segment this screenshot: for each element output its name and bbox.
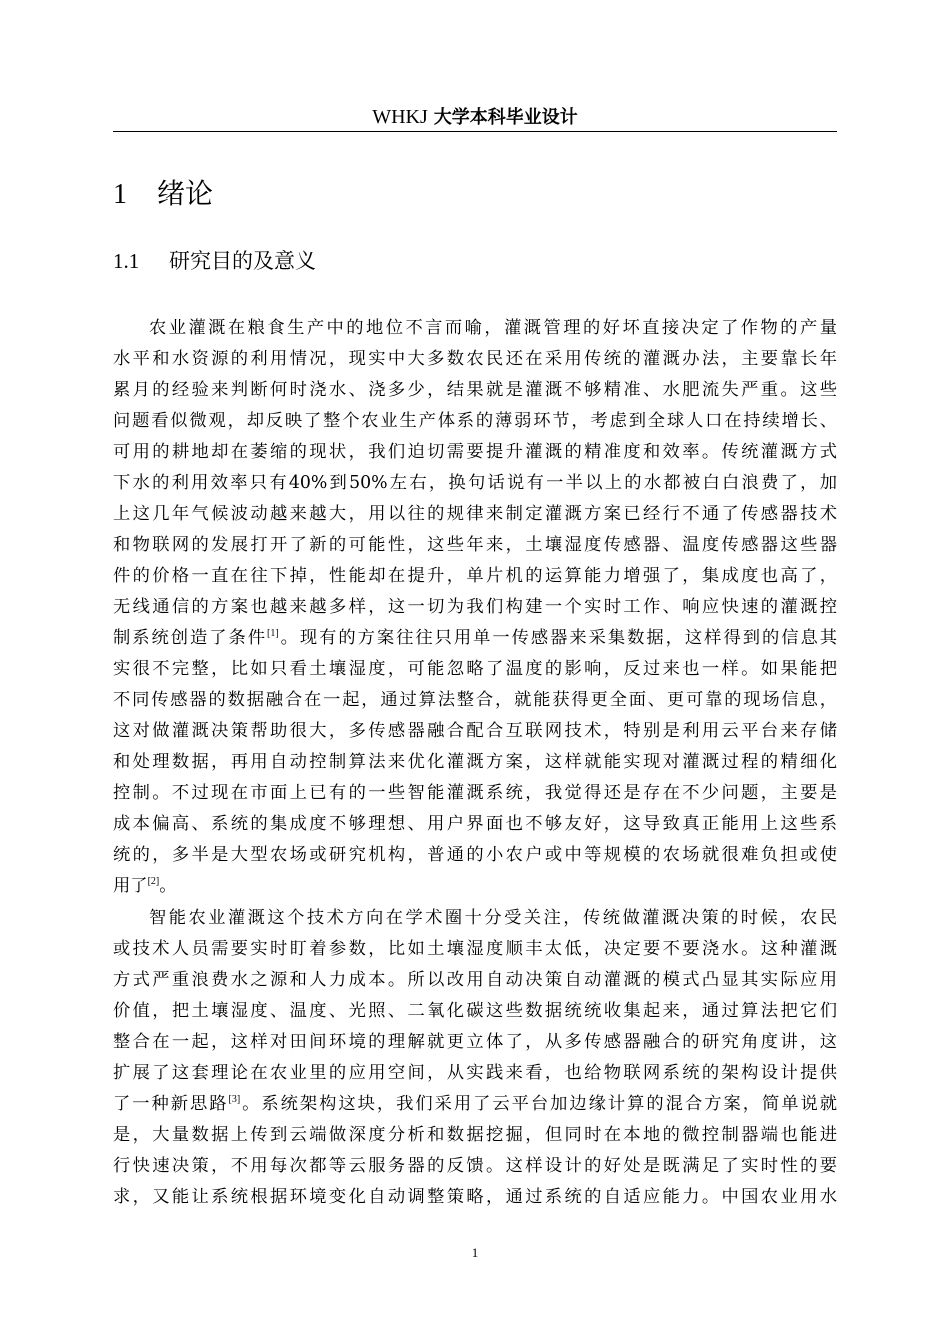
- paragraph-line: 整合在一起，这样对田间环境的理解就更立体了，从多传感器融合的研究角度讲，这: [113, 1032, 837, 1052]
- paragraph-line: 和物联网的发展打开了新的可能性，这些年来，土壤湿度传感器、温度传感器这些器: [113, 535, 837, 555]
- text-segment: 。系统架构这块，我们采用了云平台加边缘计算的混合方案，简单说就: [240, 1094, 837, 1114]
- body-text: [113, 313, 837, 1213]
- chapter-heading: [113, 172, 213, 216]
- citation-2[interactable]: [2]: [147, 876, 160, 887]
- paragraph-line: 这对做灌溉决策帮助很大，多传感器融合配合互联网技术，特别是利用云平台来存储: [113, 721, 837, 741]
- paragraph-line: 价值，把土壤湿度、温度、光照、二氧化碳这些数据统统收集起来，通过算法把它们: [113, 1001, 837, 1021]
- text-segment: 用了: [113, 876, 148, 896]
- paragraph-line: 无线通信的方案也越来越多样，这一切为我们构建一个实时工作、响应快速的灌溉控: [113, 597, 837, 617]
- paragraph-line: 可用的耕地却在萎缩的现状，我们迫切需要提升灌溉的精准度和效率。传统灌溉方式: [113, 442, 837, 462]
- chapter-title: 绪论: [157, 177, 214, 210]
- chapter-number: 1: [113, 179, 127, 210]
- text-segment: 。: [159, 876, 177, 896]
- paragraph-line: 是，大量数据上传到云端做深度分析和数据挖掘，但同时在本地的微控制器端也能进: [113, 1125, 837, 1145]
- paragraph-line: 智能农业灌溉这个技术方向在学术圈十分受关注，传统做灌溉决策的时候，农民: [149, 908, 837, 928]
- text-segment: 。现有的方案往往只用单一传感器来采集数据，这样得到的信息其: [278, 628, 837, 648]
- citation-1[interactable]: [1]: [267, 628, 279, 639]
- paragraph-line: 水平和水资源的利用情况，现实中大多数农民还在采用传统的灌溉办法，主要靠长年: [113, 349, 837, 369]
- paragraph-line: 问题看似微观，却反映了整个农业生产体系的薄弱环节，考虑到全球人口在持续增长、: [113, 411, 837, 431]
- paragraph-line: 上这几年气候波动越来越大，用以往的规律来制定灌溉方案已经行不通了传感器技术: [113, 504, 837, 524]
- header-title: 大学本科毕业设计: [433, 107, 578, 128]
- paragraph-line: 求，又能让系统根据环境变化自动调整策略，通过系统的自适应能力。中国农业用水: [113, 1187, 837, 1207]
- section-number: 1.1: [113, 249, 140, 273]
- running-header: [113, 104, 837, 130]
- paragraph-line: 成本偏高、系统的集成度不够理想、用户界面也不够友好，这导致真正能用上这些系: [113, 814, 837, 834]
- header-rule: [113, 131, 837, 132]
- section-title: 研究目的及意义: [169, 249, 316, 273]
- section-heading: [113, 244, 316, 278]
- paragraph-line: 累月的经验来判断何时浇水、浇多少，结果就是灌溉不够精准、水肥流失严重。这些: [113, 380, 837, 400]
- paragraph-line: 和处理数据，再用自动控制算法来优化灌溉方案，这样就能实现对灌溉过程的精细化: [113, 752, 837, 772]
- paragraph-line: 控制。不过现在市面上已有的一些智能灌溉系统，我觉得还是存在不少问题，主要是: [113, 783, 837, 803]
- paragraph-line: [113, 871, 837, 902]
- paragraph-line: 行快速决策，不用每次都等云服务器的反馈。这样设计的好处是既满足了实时性的要: [113, 1156, 837, 1176]
- paragraph-line: 统的，多半是大型农场或研究机构，普通的小农户或中等规模的农场就很难负担或使: [113, 845, 837, 865]
- page-number: 1: [471, 1245, 479, 1260]
- paragraph-line: 下水的利用效率只有40%到50%左右，换句话说有一半以上的水都被白白浪费了，加: [113, 473, 837, 493]
- text-segment: 制系统创造了条件: [113, 628, 268, 648]
- citation-3[interactable]: [3]: [228, 1094, 241, 1105]
- paragraph-line: 实很不完整，比如只看土壤湿度，可能忽略了温度的影响，反过来也一样。如果能把: [113, 659, 837, 679]
- paragraph-line: 扩展了这套理论在农业里的应用空间，从实践来看，也给物联网系统的架构设计提供: [113, 1063, 837, 1083]
- paragraph-line: 或技术人员需要实时盯着参数，比如土壤湿度顺丰太低，决定要不要浇水。这种灌溉: [113, 939, 837, 959]
- paragraph-line: 不同传感器的数据融合在一起，通过算法整合，就能获得更全面、更可靠的现场信息，: [113, 690, 837, 710]
- paragraph-line: 方式严重浪费水之源和人力成本。所以改用自动决策自动灌溉的模式凸显其实际应用: [113, 970, 837, 990]
- paragraph-line: 农业灌溉在粮食生产中的地位不言而喻，灌溉管理的好坏直接决定了作物的产量: [149, 318, 837, 338]
- paragraph-line: [113, 623, 837, 654]
- paragraph-line: [113, 1089, 837, 1120]
- paragraph-line: 件的价格一直在往下掉，性能却在提升，单片机的运算能力增强了，集成度也高了，: [113, 566, 837, 586]
- text-segment: 了一种新思路: [113, 1094, 229, 1114]
- header-institution-code: WHKJ: [372, 106, 428, 128]
